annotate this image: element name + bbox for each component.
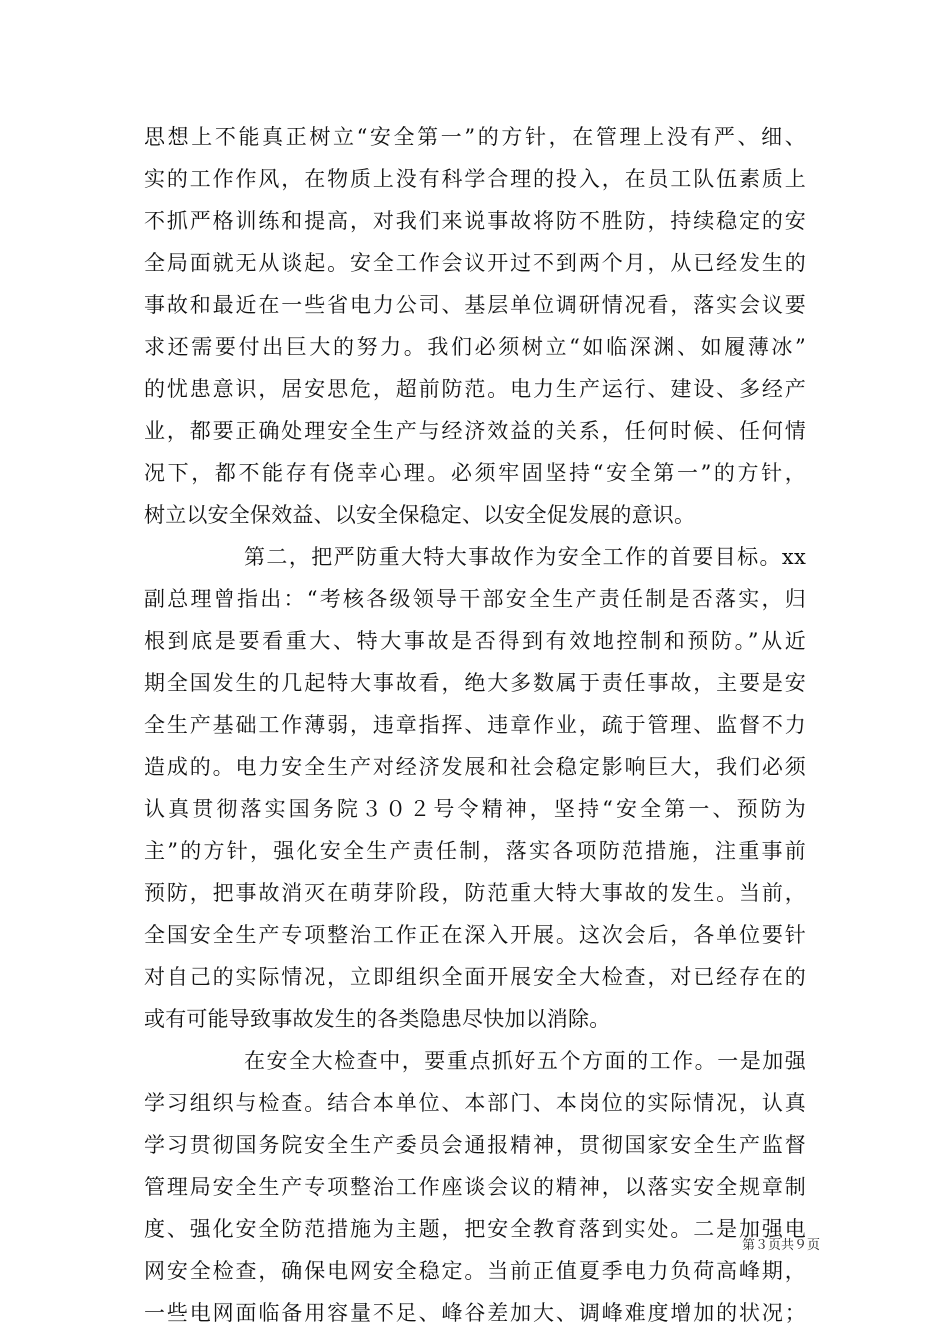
text-line: 根到底是要看重大、特大事故是否得到有效地控制和预防。”从近 xyxy=(144,629,806,653)
text-line: 的忧患意识，居安思危，超前防范。电力生产运行、建设、多经产 xyxy=(144,377,806,401)
text-line: 或有可能导致事故发生的各类隐患尽快加以消除。 xyxy=(144,1007,611,1031)
text-line: 预防，把事故消灭在萌芽阶段，防范重大特大事故的发生。当前， xyxy=(144,881,806,905)
text-line: 副总理曾指出：“考核各级领导干部安全生产责任制是否落实，归 xyxy=(144,587,806,611)
text-line: 事故和最近在一些省电力公司、基层单位调研情况看，落实会议要 xyxy=(144,293,806,317)
text-line: 求还需要付出巨大的努力。我们必须树立“如临深渊、如履薄冰” xyxy=(144,335,806,359)
text-line: 学习组织与检查。结合本单位、本部门、本岗位的实际情况，认真 xyxy=(144,1091,806,1115)
paragraph-3 xyxy=(144,1040,806,1334)
text-line: 况下，都不能存有侥幸心理。必须牢固坚持“安全第一”的方针， xyxy=(144,461,806,485)
page-number: 第３页共９页 xyxy=(741,1238,820,1253)
text-line: 认真贯彻落实国务院３０２号令精神，坚持“安全第一、预防为 xyxy=(144,797,806,821)
text-line: 全生产基础工作薄弱，违章指挥、违章作业，疏于管理、监督不力 xyxy=(144,713,806,737)
text-line: 学习贯彻国务院安全生产委员会通报精神，贯彻国家安全生产监督 xyxy=(144,1133,806,1157)
text-line: 对自己的实际情况，立即组织全面开展安全大检查，对已经存在的 xyxy=(144,965,806,989)
text-line: 思想上不能真正树立“安全第一”的方针，在管理上没有严、细、 xyxy=(144,125,806,149)
paragraph-1 xyxy=(144,116,806,536)
text-line: 网安全检查，确保电网安全稳定。当前正值夏季电力负荷高峰期， xyxy=(144,1259,806,1283)
document-body xyxy=(144,116,806,1334)
text-line: 不抓严格训练和提高，对我们来说事故将防不胜防，持续稳定的安 xyxy=(144,209,806,233)
text-line: 管理局安全生产专项整治工作座谈会议的精神，以落实安全规章制 xyxy=(144,1175,806,1199)
text-line: 树立以安全保效益、以安全保稳定、以安全促发展的意识。 xyxy=(144,503,696,527)
text-line: 实的工作作风，在物质上没有科学合理的投入，在员工队伍素质上 xyxy=(144,167,806,191)
text-line: 主”的方针，强化安全生产责任制，落实各项防范措施，注重事前 xyxy=(144,839,806,863)
text-line: 在安全大检查中，要重点抓好五个方面的工作。一是加强 xyxy=(244,1049,806,1073)
text-line: 第二，把严防重大特大事故作为安全工作的首要目标。xx xyxy=(244,545,806,569)
text-line: 造成的。电力安全生产对经济发展和社会稳定影响巨大，我们必须 xyxy=(144,755,806,779)
text-line: 业，都要正确处理安全生产与经济效益的关系，任何时候、任何情 xyxy=(144,419,806,443)
text-line: 期全国发生的几起特大事故看，绝大多数属于责任事故，主要是安 xyxy=(144,671,806,695)
text-line: 全国安全生产专项整治工作正在深入开展。这次会后，各单位要针 xyxy=(144,923,806,947)
text-line: 一些电网面临备用容量不足、峰谷差加大、调峰难度增加的状况； xyxy=(144,1301,806,1325)
text-line: 全局面就无从谈起。安全工作会议开过不到两个月，从已经发生的 xyxy=(144,251,806,275)
paragraph-2 xyxy=(144,536,806,1040)
text-line: 度、强化安全防范措施为主题，把安全教育落到实处。二是加强电 xyxy=(144,1217,806,1241)
